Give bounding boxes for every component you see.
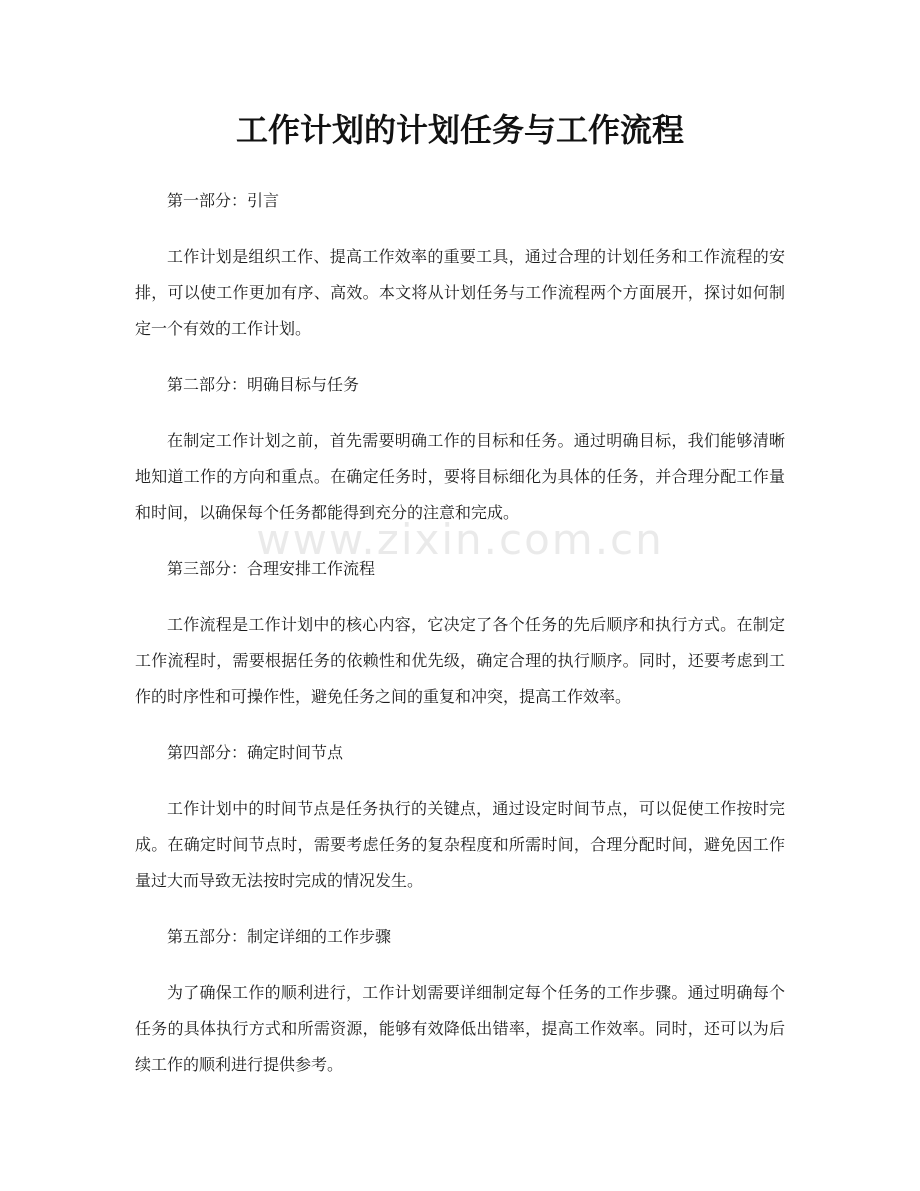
section-heading-2: 第二部分：明确目标与任务 [167, 375, 360, 394]
section-heading-3: 第三部分：合理安排工作流程 [167, 559, 376, 578]
document-body [135, 183, 785, 1103]
section-paragraph-5: 为了确保工作的顺利进行，工作计划需要详细制定每个任务的工作步骤。通过明确每个任务的具体执行方式和所需资源，能够有效降低出错率，提高工作效率。同时，还可以为后续工作的顺利进行提供参考。 [135, 983, 785, 1074]
section-paragraph-1: 工作计划是组织工作、提高工作效率的重要工具，通过合理的计划任务和工作流程的安排，可以使工作更加有序、高效。本文将从计划任务与工作流程两个方面展开，探讨如何制定一个有效的工作计划。 [135, 247, 785, 338]
document-title: 工作计划的计划任务与工作流程 [235, 111, 684, 149]
section-heading-4: 第四部分：确定时间节点 [167, 743, 344, 762]
section-paragraph-4: 工作计划中的时间节点是任务执行的关键点，通过设定时间节点，可以促使工作按时完成。在确定时间节点时，需要考虑任务的复杂程度和所需时间，合理分配时间，避免因工作量过大而导致无法按时完成的情况发生。 [135, 799, 785, 890]
watermark: www.zixin.com.cn [256, 515, 664, 564]
section-heading-1: 第一部分：引言 [167, 191, 280, 210]
section-paragraph-2: 在制定工作计划之前，首先需要明确工作的目标和任务。通过明确目标，我们能够清晰地知道工作的方向和重点。在确定任务时，要将目标细化为具体的任务，并合理分配工作量和时间，以确保每个任务都能得到充分的注意和完成。 [135, 431, 785, 522]
section-paragraph-3: 工作流程是工作计划中的核心内容，它决定了各个任务的先后顺序和执行方式。在制定工作流程时，需要根据任务的依赖性和优先级，确定合理的执行顺序。同时，还要考虑到工作的时序性和可操作性，避免任务之间的重复和冲突，提高工作效率。 [135, 615, 785, 706]
section-heading-5: 第五部分：制定详细的工作步骤 [167, 927, 392, 946]
